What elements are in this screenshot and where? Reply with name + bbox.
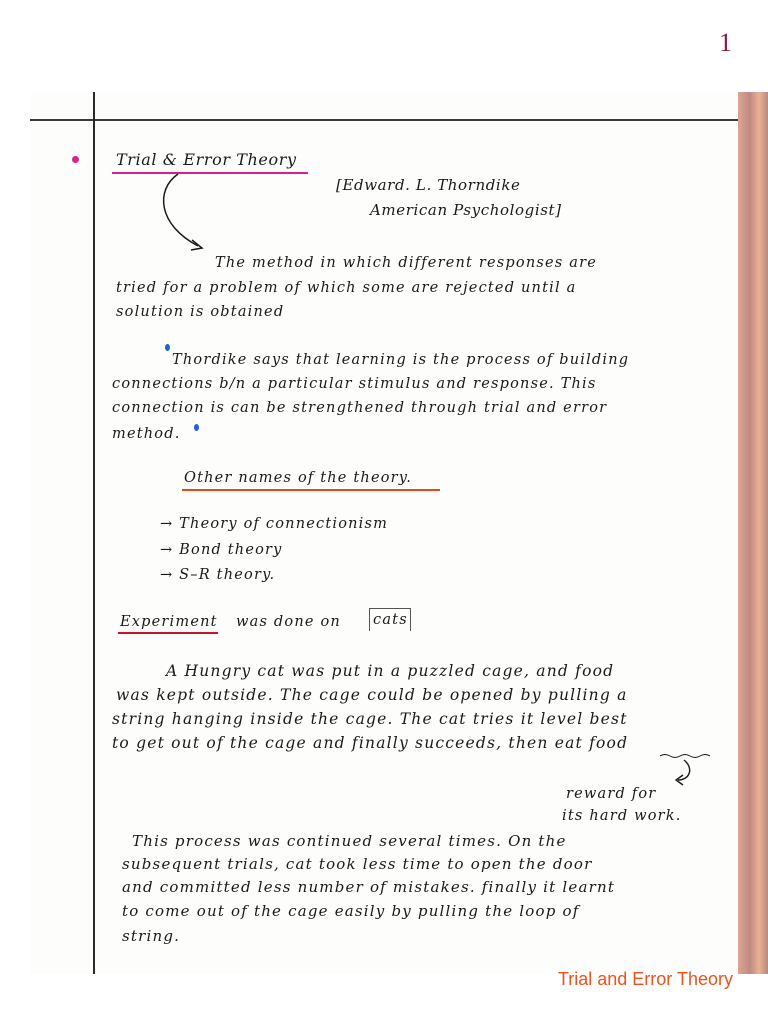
definition-line: solution is obtained (116, 304, 285, 320)
experiment-underline (118, 632, 218, 634)
definition-line: tried for a problem of which some are rejected until a (116, 280, 577, 296)
conclusion-line: This process was continued several times. On the (132, 832, 567, 850)
experiment-line: to get out of the cage and finally succeeds, then eat food (112, 734, 629, 752)
other-names-heading: Other names of the theory. (184, 470, 413, 486)
bullet-dot (72, 156, 79, 163)
reward-arrow-icon (660, 754, 710, 794)
other-names-underline (182, 489, 440, 491)
open-quote-icon (165, 344, 170, 351)
page-title: Trial & Error Theory (116, 150, 297, 169)
other-name-item: → Theory of connectionism (160, 516, 389, 532)
author-description: American Psychologist] (370, 201, 562, 219)
quote-line: connections b/n a particular stimulus and response. This (112, 376, 597, 392)
conclusion-line: subsequent trials, cat took less time to open the door (122, 855, 593, 873)
footer-title: Trial and Error Theory (557, 969, 733, 989)
other-name-item: → S–R theory. (160, 567, 276, 583)
page-edge-decoration (738, 92, 768, 974)
conclusion-line: and committed less number of mistakes. finally it learnt (122, 878, 616, 896)
page-number: 1 (719, 28, 732, 57)
quote-line: method. (112, 426, 181, 442)
quote-line: connection is can be strengthened through trial and error (112, 400, 608, 416)
author-name: [Edward. L. Thorndike (336, 176, 521, 194)
definition-line: The method in which different responses are (215, 255, 598, 271)
close-quote-icon (194, 424, 199, 431)
reward-note: reward for (566, 786, 657, 802)
experiment-line: string hanging inside the cage. The cat tries it level best (112, 710, 628, 728)
quote-line: Thordike says that learning is the process of building (172, 352, 630, 368)
experiment-text: was done on (236, 614, 341, 630)
header-rule (30, 119, 738, 121)
experiment-subject: cats (373, 612, 408, 628)
other-name-item: → Bond theory (160, 542, 283, 558)
experiment-line: A Hungry cat was put in a puzzled cage, and food (166, 662, 615, 680)
reward-note: its hard work. (562, 808, 682, 824)
experiment-label: Experiment (120, 614, 218, 630)
conclusion-line: string. (122, 927, 181, 945)
experiment-line: was kept outside. The cage could be opened by pulling a (116, 686, 628, 704)
margin-rule (93, 92, 95, 974)
curved-arrow-icon (150, 170, 220, 255)
conclusion-line: to come out of the cage easily by pulling the loop of (122, 902, 580, 920)
